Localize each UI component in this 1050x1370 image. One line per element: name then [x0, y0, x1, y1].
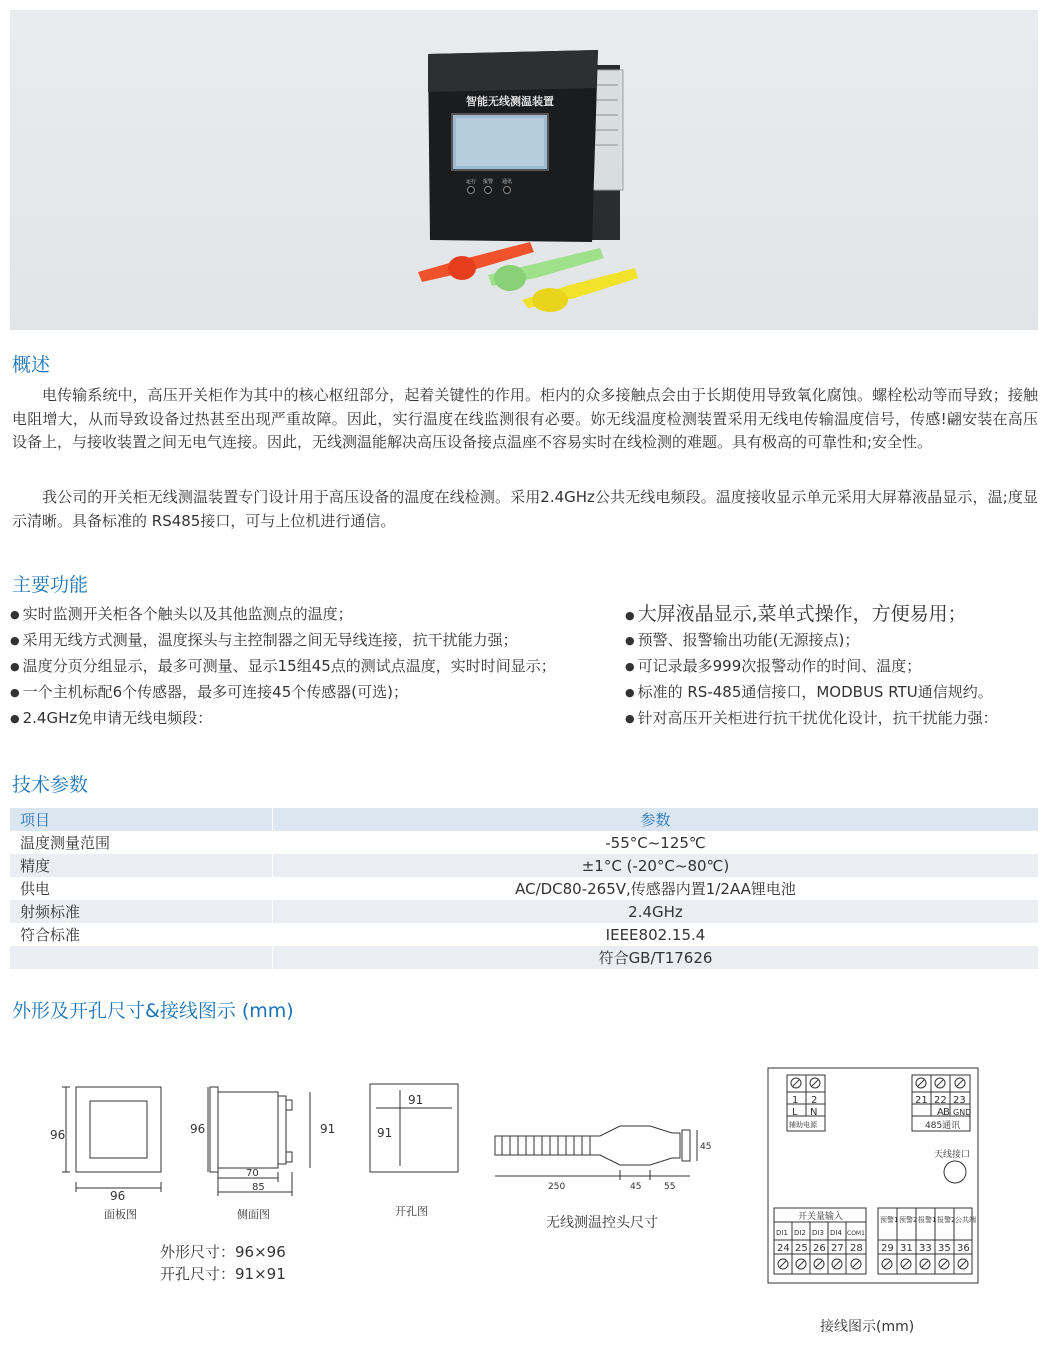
feature-item: ● 预警、报警输出功能(无源接点)；	[625, 627, 998, 653]
product-photo	[10, 10, 1038, 330]
overview-paragraph-1: 电传输系统中，高压开关柜作为其中的核心枢纽部分，起着关键性的作用。柜内的众多接触点会由于长期使用导致氧化腐蚀。螺栓松动等而导致；接触电阻增大，从而导致设备过热甚至出现严重故障。因此，实行温度在线监测很有必要。妳无线温度检测装置采用无线电传输温度信号，传感!翩安装在高压设备上，与接收装置之间无电气连接。因此，无线测温能解决高压设备接点温座不容易实时在线检测的难题。具有极高的可靠性和;安全性。	[12, 386, 1038, 451]
table-cell: 2.4GHz	[273, 900, 1039, 923]
probe-caption: 无线测温控头尺寸	[546, 1215, 658, 1231]
wiring-num: 36	[957, 1243, 970, 1254]
device-panel-label: 智能无线测温装置	[466, 95, 554, 108]
cutout-height-label: 91	[377, 1126, 393, 1140]
antenna-label: 天线接口	[934, 1150, 971, 1160]
device-button-label: 报警	[482, 179, 494, 185]
wiring-label: DI2	[794, 1229, 806, 1237]
table-row	[10, 946, 1038, 969]
feature-item: ● 2.4GHz免申请无线电频段：	[10, 705, 556, 731]
comm-caption: 485通讯	[925, 1121, 961, 1131]
features-right-list	[625, 601, 998, 731]
dimensions-title: 外形及开孔尺寸&接线图示 (mm)	[12, 1000, 294, 1022]
table-header-row	[10, 808, 1038, 831]
device-button-label: 通讯	[501, 179, 513, 185]
side-caption: 侧面图	[237, 1208, 270, 1221]
features-left-list	[10, 601, 556, 731]
probe-dia-label: 45	[700, 1142, 712, 1152]
wiring-label: L	[792, 1107, 798, 1118]
probe-len3-label: 55	[664, 1182, 676, 1192]
specs-title: 技术参数	[12, 774, 89, 796]
table-cell: 符合GB/T17626	[273, 946, 1039, 969]
wiring-label: GND	[953, 1108, 972, 1117]
panel-height-label: 96	[50, 1128, 66, 1142]
table-cell: ±1°C (-20°C~80℃)	[273, 854, 1039, 877]
wiring-label: 报警1	[918, 1216, 937, 1224]
table-cell	[10, 946, 273, 969]
wiring-label: A	[937, 1107, 944, 1118]
table-cell: AC/DC80-265V,传感器内置1/2AA锂电池	[273, 877, 1039, 900]
panel-width-label: 96	[110, 1189, 126, 1203]
wiring-label: 公共端	[955, 1216, 976, 1224]
overview-title: 概述	[12, 354, 51, 376]
wiring-num: 28	[850, 1243, 863, 1254]
wiring-label: DI3	[812, 1229, 824, 1237]
feature-item: ● 大屏液晶显示,菜单式操作，方便易用；	[625, 601, 998, 627]
temperature-probes	[418, 242, 638, 312]
table-cell: 温度测量范围	[20, 834, 111, 852]
feature-item: ● 实时监测开关柜各个触头以及其他监测点的温度；	[10, 601, 556, 627]
table-header-cell: 参数	[273, 808, 1039, 831]
feature-item: ● 标准的 RS-485通信接口，MODBUS RTU通信规约。	[625, 679, 998, 705]
probe-len2-label: 45	[630, 1182, 642, 1192]
table-header-cell: 项目	[10, 808, 273, 831]
wiring-num: 26	[813, 1243, 826, 1254]
size-line-outer: 外形尺寸：96×96	[160, 1243, 286, 1261]
wiring-label: 预警2	[899, 1216, 918, 1224]
wiring-num: 35	[938, 1243, 951, 1254]
wiring-num: 23	[953, 1095, 966, 1106]
aux-power-caption: 辅助电源	[789, 1121, 817, 1129]
wiring-caption: 接线图示(mm)	[820, 1319, 915, 1335]
wiring-label: 报警2	[937, 1216, 956, 1224]
wiring-num: 31	[900, 1243, 913, 1254]
table-cell: 符合标准	[20, 926, 81, 944]
wiring-num: 2	[811, 1095, 818, 1106]
wiring-num: 24	[777, 1243, 790, 1254]
wiring-label: COM1	[847, 1230, 865, 1237]
side-depth2-label: 85	[252, 1182, 265, 1193]
table-cell: 精度	[10, 854, 273, 877]
table-row	[10, 900, 1038, 923]
table-row	[10, 831, 1038, 854]
feature-item: ● 针对高压开关柜进行抗干扰优化设计，抗干扰能力强：	[625, 705, 998, 731]
wiring-label: DI1	[776, 1229, 788, 1237]
table-row	[10, 854, 1038, 877]
feature-item: ● 可记录最多999次报警动作的时间、温度；	[625, 653, 998, 679]
feature-item: ● 采用无线方式测量，温度探头与主控制器之间无导线连接，抗干扰能力强；	[10, 627, 556, 653]
feature-item: ● 温度分页分组显示，最多可测量、显示15组45点的测试点温度，实时时间显示；	[10, 653, 556, 679]
cutout-width-label: 91	[408, 1093, 424, 1107]
table-cell: -55°C~125℃	[273, 831, 1039, 854]
wiring-num: 21	[915, 1095, 928, 1106]
wiring-num: 25	[795, 1243, 808, 1254]
side-height2-label: 91	[320, 1122, 336, 1136]
size-line-cutout: 开孔尺寸：91×91	[160, 1265, 286, 1283]
specs-table	[10, 808, 1038, 969]
table-cell: IEEE802.15.4	[273, 923, 1039, 946]
wiring-num: 1	[792, 1095, 799, 1106]
cutout-caption: 开孔图	[395, 1205, 428, 1218]
wiring-num: 27	[831, 1243, 844, 1254]
features-title: 主要功能	[12, 574, 89, 596]
switch-input-caption: 开关量输入	[798, 1212, 844, 1222]
side-height-label: 96	[190, 1122, 206, 1136]
dimension-drawings	[0, 1040, 1050, 1370]
wiring-num: 22	[934, 1095, 947, 1106]
feature-item: ● 一个主机标配6个传感器，最多可连接45个传感器(可选)；	[10, 679, 556, 705]
device-button-label: 运行	[465, 179, 477, 185]
wiring-num: 33	[919, 1243, 932, 1254]
table-row	[10, 877, 1038, 900]
wiring-label: B	[943, 1107, 950, 1118]
wiring-label: 预警1	[880, 1216, 899, 1224]
panel-caption: 面板图	[104, 1208, 137, 1221]
table-cell: 供电	[20, 880, 51, 898]
probe-len1-label: 250	[548, 1182, 566, 1192]
side-depth1-label: 70	[246, 1168, 259, 1179]
wiring-label: DI4	[830, 1229, 842, 1237]
overview-paragraph-2: 我公司的开关柜无线测温装置专门设计用于高压设备的温度在线检测。采用2.4GHz公共无线电频段。温度接收显示单元采用大屏幕液晶显示，温;度显示清晰。具备标准的 RS485接口，可与上位机进行通信。	[12, 488, 1038, 530]
product-illustration	[10, 10, 1038, 330]
table-row	[10, 923, 1038, 946]
wiring-label: N	[810, 1107, 818, 1118]
wiring-num: 29	[881, 1243, 894, 1254]
table-cell: 射频标准	[10, 900, 273, 923]
